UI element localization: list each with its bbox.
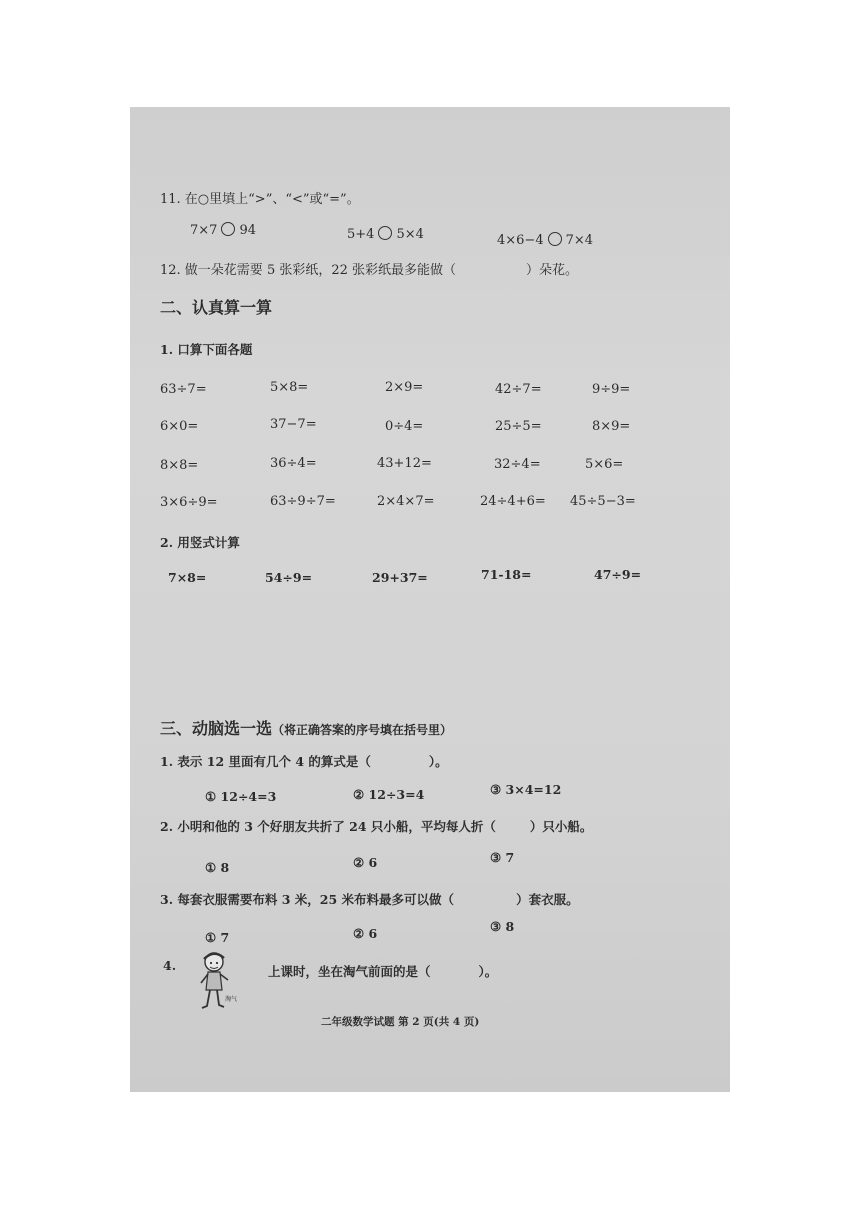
calc-cell: 5×8=	[270, 380, 309, 395]
calc-cell: 5×6=	[585, 457, 624, 472]
calc-cell: 9÷9=	[592, 382, 631, 397]
calc-cell: 8×8=	[160, 458, 199, 473]
calc-cell: 3×6÷9=	[160, 495, 218, 510]
vertical-calc-label: 2. 用竖式计算	[160, 535, 240, 550]
calc-cell: 2×9=	[385, 380, 424, 395]
option[interactable]: ② 6	[353, 855, 378, 870]
calc-cell: 63÷7=	[160, 382, 207, 397]
option[interactable]: ① 8	[205, 860, 230, 875]
vertical-calc-item: 7×8=	[168, 570, 207, 585]
figure-caption: 淘气	[225, 996, 238, 1003]
option[interactable]: ② 12÷3=4	[353, 787, 425, 802]
section-2-title: 二、认真算一算	[160, 298, 273, 317]
q11-item-3: 4×6−4 7×4	[497, 233, 594, 248]
q11-label: 11. 在○里填上“>”、“<”或“=”。	[160, 192, 360, 207]
calc-cell: 24÷4+6=	[480, 494, 546, 509]
q12: 12. 做一朵花需要 5 张彩纸，22 张彩纸最多能做（ ）朵花。	[160, 263, 579, 278]
option[interactable]: ① 12÷4=3	[205, 789, 277, 804]
choice-question-2: 2. 小明和他的 3 个好朋友共折了 24 只小船，平均每人折（ ）只小船。	[160, 819, 593, 834]
option[interactable]: ③ 8	[490, 919, 515, 934]
choice-question-1: 1. 表示 12 里面有几个 4 的算式是（ ）。	[160, 754, 448, 769]
option[interactable]: ③ 3×4=12	[490, 782, 562, 797]
section-3-note: （将正确答案的序号填在括号里）	[272, 723, 453, 737]
vertical-calc-item: 29+37=	[372, 570, 428, 585]
calc-cell: 32÷4=	[494, 457, 541, 472]
vertical-calc-item: 71-18=	[481, 567, 532, 582]
option[interactable]: ③ 7	[490, 850, 515, 865]
q11-item-1: 7×7 94	[190, 223, 256, 238]
section-3-title: 三、动脑选一选	[160, 719, 273, 738]
calc-cell: 42÷7=	[495, 382, 542, 397]
calc-cell: 36÷4=	[270, 456, 317, 471]
calc-cell: 2×4×7=	[377, 494, 435, 509]
page-footer: 二年级数学试题 第 2 页(共 4 页)	[321, 1016, 480, 1028]
blank-circle[interactable]	[378, 226, 392, 240]
blank-circle[interactable]	[221, 222, 235, 236]
blank-circle[interactable]	[548, 232, 562, 246]
section-3-heading	[160, 716, 452, 739]
q11-item-2: 5+4 5×4	[347, 227, 424, 242]
calc-cell: 25÷5=	[495, 419, 542, 434]
calc-cell: 0÷4=	[385, 419, 424, 434]
oral-calc-label: 1. 口算下面各题	[160, 342, 253, 357]
calc-cell: 8×9=	[592, 419, 631, 434]
choice-question-3: 3. 每套衣服需要布料 3 米，25 米布料最多可以做（ ）套衣服。	[160, 892, 579, 907]
choice-question-4: 上课时，坐在淘气前面的是（ ）。	[268, 964, 498, 979]
calc-cell: 45÷5−3=	[570, 494, 636, 509]
vertical-calc-item: 47÷9=	[594, 567, 642, 582]
calc-cell: 37−7=	[270, 417, 317, 432]
calc-cell: 63÷9÷7=	[270, 494, 336, 509]
option[interactable]: ② 6	[353, 926, 378, 941]
calc-cell: 43+12=	[377, 456, 432, 471]
choice-question-4-number: 4.	[163, 958, 177, 973]
vertical-calc-item: 54÷9=	[265, 570, 313, 585]
calc-cell: 6×0=	[160, 419, 199, 434]
option[interactable]: ① 7	[205, 930, 230, 945]
